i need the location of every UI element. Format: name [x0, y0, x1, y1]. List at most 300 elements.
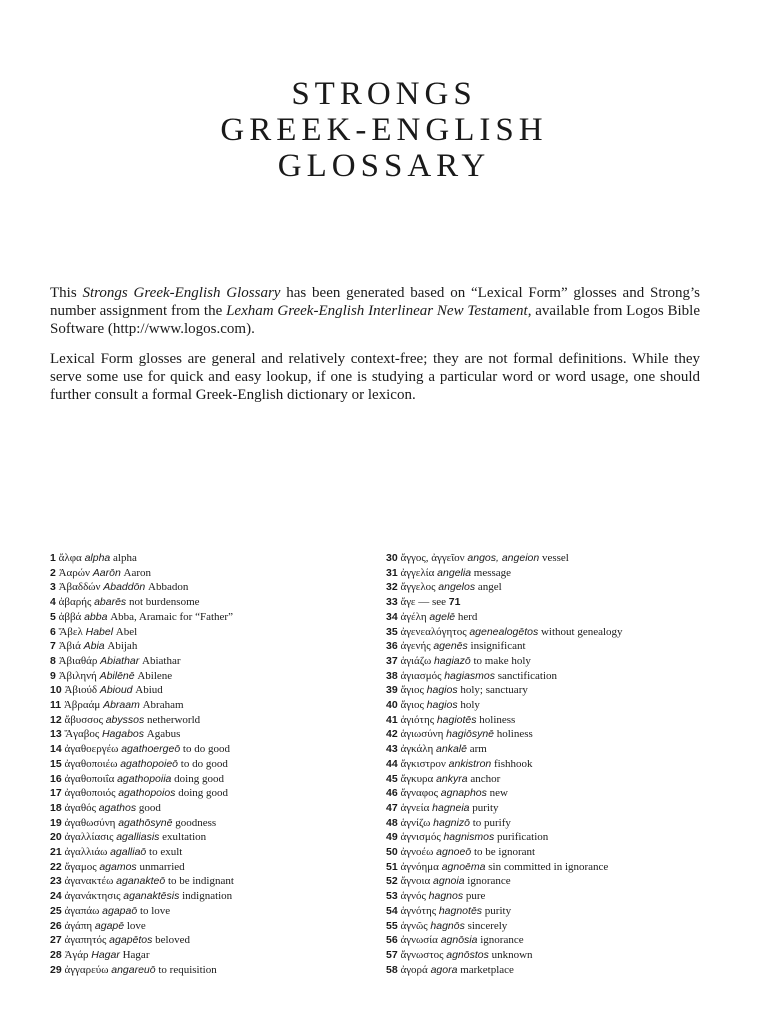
entry-greek-word: ἀγαθωσύνη — [64, 816, 116, 829]
entry-gloss: not burdensome — [128, 596, 200, 609]
entry-gloss: vessel — [541, 552, 569, 564]
entry-transliteration: agamos — [99, 860, 137, 873]
entry-number: 25 — [50, 904, 62, 917]
entry-transliteration: hagiasmos — [444, 669, 495, 682]
entry-transliteration: Hagabos — [101, 728, 144, 741]
entry-transliteration: agnoia — [433, 875, 465, 888]
entry-number: 46 — [386, 787, 398, 800]
entry-number: 10 — [50, 684, 62, 697]
entry-greek-word: ἀγανακτέω — [64, 875, 114, 888]
glossary-entry — [386, 654, 623, 669]
entry-gloss: to do good — [180, 757, 228, 770]
entry-transliteration: hagnismos — [443, 831, 495, 844]
entry-gloss: message — [473, 566, 512, 579]
glossary-entry — [50, 580, 234, 595]
glossary-entry — [386, 786, 623, 801]
entry-number: 15 — [50, 757, 62, 770]
glossary-entry — [386, 566, 623, 581]
entry-transliteration: hagneia — [432, 801, 470, 814]
glossary-entry — [50, 874, 234, 889]
entry-gloss: holy; sanctuary — [460, 684, 528, 697]
glossary-entry — [50, 830, 234, 845]
glossary-entry — [50, 786, 234, 801]
entry-greek-word: Ἀβιούδ — [64, 684, 98, 697]
entry-number: 44 — [386, 757, 398, 770]
entry-transliteration: Abilēnē — [99, 669, 135, 682]
entry-number: 42 — [386, 728, 398, 741]
entry-greek-word: ἄβυσσος — [64, 713, 103, 726]
entry-gloss: ignorance — [467, 875, 511, 888]
glossary-entry — [386, 830, 623, 845]
entry-gloss: Abiathar — [142, 654, 181, 667]
glossary-entry — [386, 757, 623, 772]
glossary-entry — [386, 948, 623, 963]
entry-greek-word: ἀγνοέω — [400, 846, 434, 859]
entry-transliteration: Abia — [83, 640, 105, 653]
glossary-entry — [50, 845, 234, 860]
entry-gloss: Abilene — [137, 669, 173, 682]
title-line-1: STRONGS — [291, 76, 477, 112]
entry-transliteration: agathos — [98, 801, 137, 814]
entry-greek-word: ἀγγελία — [400, 566, 435, 579]
entry-gloss: to requisition — [158, 963, 217, 976]
glossary-entry — [50, 595, 234, 610]
intro-paragraph-2: Lexical Form glosses are general and relatively context-free; they are not formal definitions. While they serve some use for quick and easy lookup, if one is studying a particular word or word usage, one should further consult a formal Greek-English dictionary or lexicon. — [50, 351, 700, 403]
entry-greek-word: ἀγαθός — [64, 801, 96, 814]
entry-gloss: holiness — [479, 713, 516, 726]
entry-greek-word: ἄλφα — [58, 552, 82, 564]
entry-gloss: holy — [460, 699, 480, 712]
entry-gloss: angel — [477, 581, 502, 594]
entry-cross-reference: 71 — [448, 596, 461, 609]
entry-number: 16 — [50, 772, 62, 785]
glossary-column-left — [50, 551, 234, 977]
entry-number: 33 — [386, 596, 398, 609]
entry-number: 17 — [50, 787, 62, 800]
entry-greek-word: ἀγορά — [400, 963, 428, 976]
glossary-entry — [386, 874, 623, 889]
entry-number: 14 — [50, 743, 62, 756]
entry-number: 39 — [386, 684, 398, 697]
glossary-entry — [50, 742, 234, 757]
entry-transliteration: agnōsia — [440, 934, 478, 947]
glossary-entry — [50, 727, 234, 742]
entry-transliteration: Aarōn — [92, 566, 121, 579]
intro-paragraph-1 — [50, 284, 700, 338]
entry-transliteration: Hagar — [91, 948, 120, 961]
glossary-entry — [50, 669, 234, 684]
entry-greek-word: Ἀβαδδών — [58, 581, 101, 594]
entry-transliteration: agathōsynē — [118, 816, 173, 829]
entry-number: 57 — [386, 948, 398, 961]
title-line-3: GLOSSARY — [277, 148, 491, 184]
entry-gloss: purity — [472, 801, 499, 814]
entry-greek-word: ἁγιάζω — [400, 654, 432, 667]
entry-gloss: marketplace — [460, 963, 514, 976]
entry-gloss: without genealogy — [540, 625, 623, 638]
entry-greek-word: ἀγαθοποιός — [64, 787, 116, 800]
glossary-entry — [386, 727, 623, 742]
entry-gloss: Abijah — [107, 640, 138, 653]
glossary-entry — [50, 757, 234, 772]
entry-greek-word: ἁγιότης — [400, 713, 435, 726]
entry-gloss: Hagar — [122, 948, 150, 961]
entry-gloss: beloved — [155, 934, 190, 947]
intro-italic-title: Strongs Greek-English Glossary — [82, 285, 281, 301]
entry-number: 22 — [50, 860, 62, 873]
entry-greek-word: Ἁγάρ — [64, 948, 89, 961]
entry-gloss: to do good — [182, 743, 230, 756]
glossary-entry — [50, 889, 234, 904]
entry-number: 37 — [386, 654, 398, 667]
entry-transliteration: agelē — [429, 610, 456, 623]
entry-transliteration: agathoergeō — [121, 743, 181, 756]
entry-greek-word: ἀγέλη — [400, 610, 427, 623]
entry-number: 27 — [50, 934, 62, 947]
entry-gloss: ignorance — [480, 934, 524, 947]
entry-gloss: netherworld — [147, 713, 201, 726]
entry-transliteration: hagios — [426, 699, 458, 712]
entry-greek-word: ἀγαλλιάω — [64, 846, 108, 859]
entry-number: 4 — [50, 596, 56, 609]
glossary-entry — [386, 845, 623, 860]
entry-transliteration: agnoeō — [436, 846, 472, 859]
entry-number: 11 — [50, 699, 62, 712]
entry-number: 47 — [386, 801, 398, 814]
entry-transliteration: alpha — [84, 552, 111, 564]
entry-transliteration: ankalē — [436, 743, 467, 756]
entry-greek-word: ἀγαπάω — [64, 904, 100, 917]
entry-number: 18 — [50, 801, 62, 814]
entry-gloss: fishhook — [494, 757, 533, 770]
glossary-entry — [386, 816, 623, 831]
entry-transliteration: hagnos — [428, 890, 464, 903]
glossary-entry — [386, 963, 623, 978]
entry-gloss: sin committed in ignorance — [488, 860, 609, 873]
entry-gloss: goodness — [175, 816, 217, 829]
entry-transliteration: hagiotēs — [436, 713, 477, 726]
entry-transliteration: angelos — [438, 581, 476, 594]
glossary-entry — [50, 948, 234, 963]
entry-transliteration: abba — [84, 610, 108, 623]
entry-gloss: Abba, Aramaic for “Father” — [110, 610, 233, 623]
glossary-entry — [386, 742, 623, 757]
entry-gloss: holiness — [496, 728, 533, 741]
entry-gloss: alpha — [113, 552, 137, 564]
glossary-entry — [386, 904, 623, 919]
entry-greek-word: Ἀβραάμ — [63, 699, 101, 712]
entry-number: 34 — [386, 610, 398, 623]
glossary-entry — [386, 919, 623, 934]
glossary-entry — [50, 933, 234, 948]
entry-number: 5 — [50, 610, 56, 623]
entry-number: 45 — [386, 772, 398, 785]
entry-transliteration: ankistron — [448, 757, 492, 770]
entry-greek-word: ἁγνίζω — [400, 816, 431, 829]
glossary-entry — [386, 713, 623, 728]
entry-gloss: Abiud — [135, 684, 163, 697]
entry-gloss: sanctification — [497, 669, 558, 682]
entry-transliteration: agathopoios — [118, 787, 176, 800]
entry-greek-word: ἁγνεία — [400, 801, 430, 814]
entry-number: 24 — [50, 890, 62, 903]
entry-number: 55 — [386, 919, 398, 932]
entry-gloss: love — [126, 919, 146, 932]
glossary-entry — [386, 889, 623, 904]
entry-greek-word: ἀγνόημα — [400, 860, 439, 873]
entry-transliteration: agnōstos — [446, 948, 489, 961]
entry-greek-word: ἀγαθοποιΐα — [64, 772, 115, 785]
entry-gloss: pure — [465, 890, 486, 903]
entry-transliteration: Abaddōn — [103, 581, 146, 594]
glossary-column-right — [386, 551, 623, 977]
entry-greek-word: ἄγγος, ἀγγεῖον — [400, 552, 465, 564]
entry-gloss: Abbadon — [148, 581, 189, 594]
entry-gloss: insignificant — [470, 640, 526, 653]
entry-number: 23 — [50, 875, 62, 888]
glossary-entry — [50, 963, 234, 978]
glossary-entry — [386, 669, 623, 684]
entry-gloss: doing good — [174, 772, 224, 785]
entry-greek-word: Ἀβιά — [58, 640, 81, 653]
entry-greek-word: ἁγνότης — [400, 904, 437, 917]
entry-greek-word: ἅγιος — [400, 699, 424, 712]
glossary-entry — [386, 772, 623, 787]
page-title — [0, 76, 768, 184]
entry-number: 52 — [386, 875, 398, 888]
glossary-entry — [386, 580, 623, 595]
entry-greek-word: ἁγνισμός — [400, 831, 441, 844]
entry-number: 41 — [386, 713, 398, 726]
entry-greek-word: ἅγιος — [400, 684, 424, 697]
entry-number: 40 — [386, 699, 398, 712]
entry-gloss: unmarried — [139, 860, 185, 873]
intro-text — [50, 284, 700, 416]
entry-greek-word: ἄγνοια — [400, 875, 431, 888]
entry-gloss: Agabus — [146, 728, 181, 741]
entry-greek-word: ἁγιασμός — [400, 669, 442, 682]
entry-gloss: arm — [469, 743, 487, 756]
entry-greek-word: ἀγανάκτησις — [64, 890, 121, 903]
entry-number: 13 — [50, 728, 62, 741]
entry-number: 9 — [50, 669, 56, 682]
entry-transliteration: hagnōs — [430, 919, 465, 932]
entry-greek-word: ἀγκάλη — [400, 743, 434, 756]
entry-greek-word: ἁγιωσύνη — [400, 728, 444, 741]
entry-number: 8 — [50, 654, 56, 667]
entry-greek-word: ἄγνωστος — [400, 948, 444, 961]
entry-number: 7 — [50, 640, 56, 653]
glossary-entry — [50, 772, 234, 787]
entry-greek-word: ἄγκυρα — [400, 772, 434, 785]
entry-greek-word: Ἅβελ — [58, 625, 83, 638]
glossary-entry — [50, 654, 234, 669]
entry-number: 30 — [386, 552, 398, 564]
entry-transliteration: hagiazō — [433, 654, 471, 667]
entry-greek-word: Ἀβιαθάρ — [58, 654, 98, 667]
glossary-entry — [50, 919, 234, 934]
entry-transliteration: agapaō — [102, 904, 138, 917]
entry-number: 21 — [50, 846, 62, 859]
entry-greek-word: ἀγγαρεύω — [64, 963, 109, 976]
entry-gloss: herd — [457, 610, 478, 623]
entry-number: 6 — [50, 625, 56, 638]
entry-transliteration: agathopoiia — [117, 772, 172, 785]
entry-greek-word: ἄγαμος — [64, 860, 97, 873]
glossary-entry — [50, 551, 234, 566]
entry-gloss: to be indignant — [167, 875, 234, 888]
glossary-entry — [386, 698, 623, 713]
entry-transliteration: agalliaō — [110, 846, 147, 859]
entry-gloss: Abraham — [142, 699, 184, 712]
entry-transliteration: agathopoieō — [120, 757, 179, 770]
glossary-entry — [50, 639, 234, 654]
entry-transliteration: aganakteō — [116, 875, 166, 888]
glossary-entry — [50, 713, 234, 728]
entry-number: 31 — [386, 566, 398, 579]
glossary-entry — [386, 551, 623, 566]
entry-greek-word: ἁγνός — [400, 890, 426, 903]
entry-number: 35 — [386, 625, 398, 638]
entry-number: 36 — [386, 640, 398, 653]
entry-gloss: Abel — [115, 625, 138, 638]
glossary-entry — [50, 860, 234, 875]
entry-transliteration: angos, angeion — [467, 552, 540, 564]
intro-text-segment: , available from Logos Bible Software (http://www.logos.com). — [50, 303, 700, 337]
entry-gloss: new — [489, 787, 508, 800]
entry-transliteration: aganaktēsis — [123, 890, 180, 903]
entry-transliteration: agapē — [94, 919, 125, 932]
entry-greek-word: ἄγε — [400, 596, 416, 609]
entry-greek-word: Ἀαρών — [58, 566, 91, 579]
entry-greek-word: ἀγενής — [400, 640, 431, 653]
glossary-entry — [50, 683, 234, 698]
entry-greek-word: ἀγενεαλόγητος — [400, 625, 467, 638]
glossary-entry — [386, 639, 623, 654]
entry-gloss: anchor — [470, 772, 501, 785]
entry-transliteration: abarēs — [94, 596, 127, 609]
entry-transliteration: Abiathar — [100, 654, 140, 667]
entry-transliteration: hagiōsynē — [446, 728, 494, 741]
entry-transliteration: Abioud — [99, 684, 133, 697]
entry-greek-word: Ἅγαβος — [64, 728, 100, 741]
glossary-entry — [50, 625, 234, 640]
entry-gloss: doing good — [178, 787, 228, 800]
entry-transliteration: angelia — [437, 566, 472, 579]
entry-number: 1 — [50, 552, 56, 564]
entry-greek-word: ἀγαθοεργέω — [64, 743, 119, 756]
entry-transliteration: Abraam — [103, 699, 140, 712]
entry-transliteration: Habel — [85, 625, 114, 638]
entry-number: 32 — [386, 581, 398, 594]
entry-number: 19 — [50, 816, 62, 829]
entry-number: 50 — [386, 846, 398, 859]
entry-transliteration: angareuō — [111, 963, 156, 976]
title-line-2: GREEK-ENGLISH — [220, 112, 548, 148]
entry-gloss: purification — [496, 831, 549, 844]
intro-text-segment: has been generated based on “Lexical Form” glosses and Strong’s number assignment from the — [50, 285, 700, 319]
entry-greek-word: ἄγναφος — [400, 787, 439, 800]
entry-greek-word: ἀγάπη — [64, 919, 93, 932]
entry-transliteration: hagios — [426, 684, 458, 697]
entry-number: 49 — [386, 831, 398, 844]
entry-greek-word: ἀγαπητός — [64, 934, 107, 947]
entry-transliteration: agenealogētos — [469, 625, 539, 638]
entry-number: 26 — [50, 919, 62, 932]
entry-gloss: good — [138, 801, 161, 814]
entry-greek-word: ἁγνῶς — [400, 919, 428, 932]
intro-italic-title: Lexham Greek-English Interlinear New Testament — [226, 303, 528, 319]
glossary-entry — [386, 610, 623, 625]
entry-number: 28 — [50, 948, 62, 961]
entry-transliteration: agora — [430, 963, 458, 976]
entry-gloss: to be ignorant — [473, 846, 536, 859]
entry-transliteration: agnoēma — [441, 860, 486, 873]
entry-greek-word: ἀββά — [58, 610, 82, 623]
entry-number: 3 — [50, 581, 56, 594]
entry-gloss: Aaron — [123, 566, 152, 579]
glossary-entry — [50, 610, 234, 625]
entry-transliteration: abyssos — [105, 713, 145, 726]
entry-transliteration: hagnizō — [433, 816, 470, 829]
entry-gloss: unknown — [491, 948, 533, 961]
glossary-entry — [50, 801, 234, 816]
entry-greek-word: ἀγαθοποιέω — [64, 757, 118, 770]
entry-greek-word: ἄγκιστρον — [400, 757, 446, 770]
glossary-entry — [50, 698, 234, 713]
glossary-entry — [386, 860, 623, 875]
entry-number: 43 — [386, 743, 398, 756]
glossary-entry — [386, 595, 623, 610]
glossary-entry — [386, 933, 623, 948]
entry-transliteration: hagnotēs — [438, 904, 483, 917]
entry-number: 58 — [386, 963, 398, 976]
entry-number: 56 — [386, 934, 398, 947]
entry-gloss: exultation — [162, 831, 207, 844]
glossary-entry — [386, 625, 623, 640]
glossary-entry — [50, 904, 234, 919]
entry-number: 54 — [386, 904, 398, 917]
entry-gloss: to make holy — [473, 654, 531, 667]
entry-number: 20 — [50, 831, 62, 844]
glossary-entry — [386, 683, 623, 698]
glossary-entry — [386, 801, 623, 816]
entry-gloss: to purify — [472, 816, 511, 829]
glossary-entry — [50, 566, 234, 581]
entry-number: 2 — [50, 566, 56, 579]
entry-greek-word: ἀγαλλίασις — [64, 831, 114, 844]
entry-transliteration: ankyra — [436, 772, 468, 785]
entry-gloss: — see — [418, 596, 447, 609]
entry-number: 12 — [50, 713, 62, 726]
entry-transliteration: agalliasis — [116, 831, 160, 844]
entry-gloss: indignation — [182, 890, 233, 903]
glossary-entry — [50, 816, 234, 831]
entry-number: 51 — [386, 860, 398, 873]
entry-greek-word: ἀβαρής — [58, 596, 92, 609]
entry-number: 53 — [386, 890, 398, 903]
entry-gloss: purity — [484, 904, 512, 917]
entry-transliteration: agnaphos — [440, 787, 487, 800]
entry-greek-word: ἄγγελος — [400, 581, 436, 594]
entry-gloss: to love — [139, 904, 171, 917]
entry-transliteration: agenēs — [433, 640, 468, 653]
entry-gloss: to exult — [149, 846, 183, 859]
entry-greek-word: ἀγνωσία — [400, 934, 438, 947]
entry-number: 48 — [386, 816, 398, 829]
entry-number: 29 — [50, 963, 62, 976]
entry-greek-word: Ἀβιληνή — [58, 669, 97, 682]
